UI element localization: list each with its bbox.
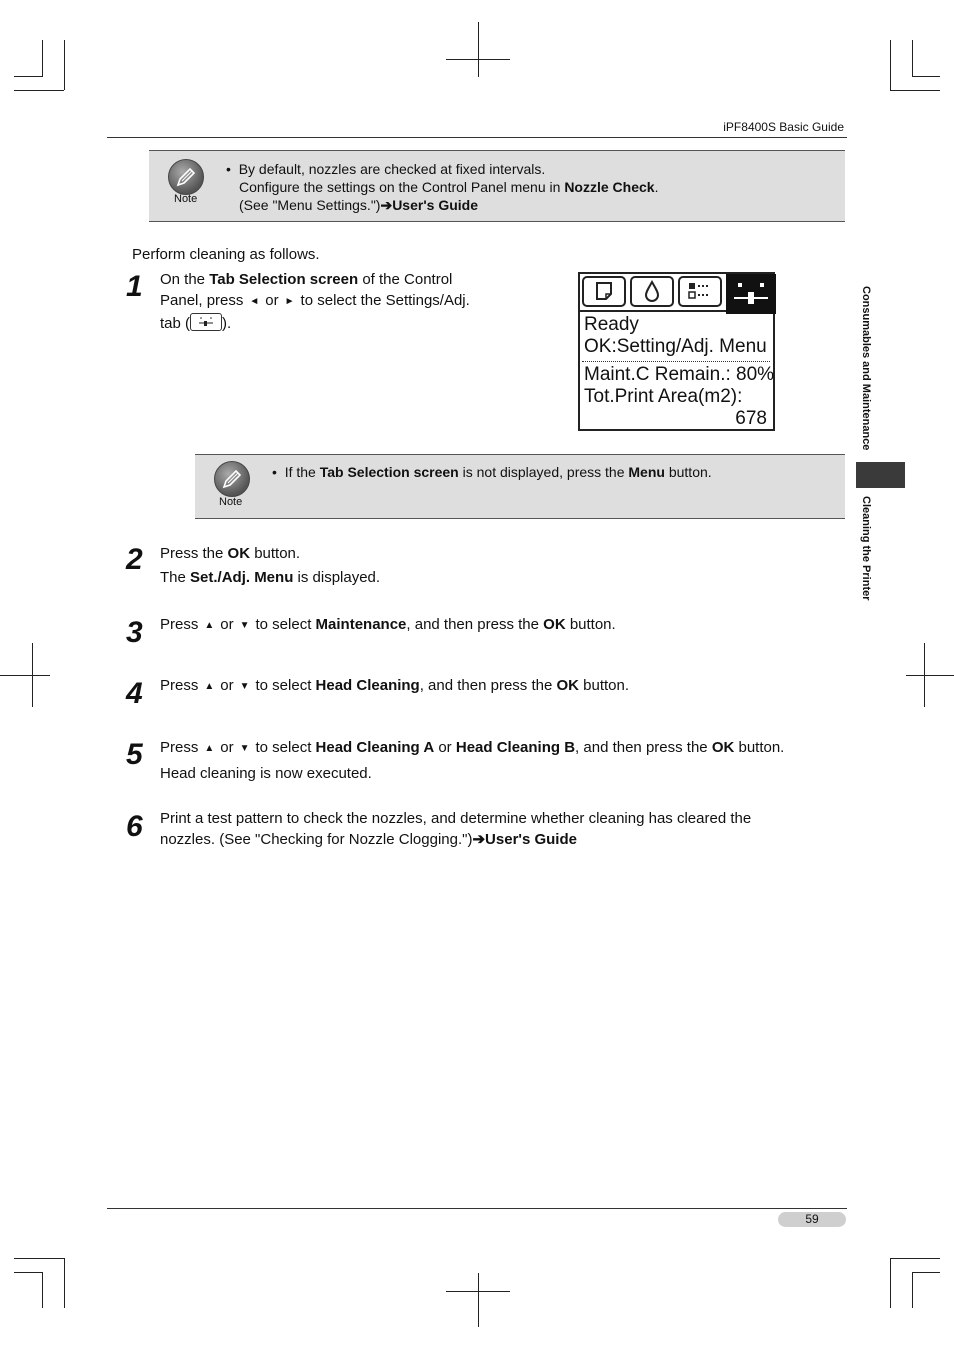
- up-arrow-icon: ▲: [204, 681, 215, 692]
- pencil-icon: [214, 461, 250, 497]
- step-number: 4: [126, 677, 143, 710]
- up-arrow-icon: ▲: [204, 620, 215, 631]
- side-section-label: Cleaning the Printer: [860, 496, 872, 601]
- lcd-print-area-label: Tot.Print Area(m2):: [584, 386, 743, 407]
- step-number: 1: [126, 270, 143, 303]
- down-arrow-icon: ▼: [239, 743, 250, 754]
- lcd-tab-bar: [580, 274, 773, 312]
- settings-tab-icon: [190, 313, 222, 331]
- left-arrow-icon: ◄: [249, 296, 260, 307]
- side-tab-marker: [856, 462, 905, 488]
- lcd-status: Ready: [584, 314, 639, 335]
- page-number: 59: [778, 1212, 846, 1227]
- job-tab-icon: [678, 276, 722, 307]
- lcd-print-area-value: 678: [735, 408, 767, 429]
- step-4-text: Press ▲ or ▼ to select Head Cleaning, and then press the OK button.: [160, 677, 630, 694]
- step-2-text: Press the OK button. The Set./Adj. Menu is displayed.: [160, 545, 381, 586]
- side-chapter-label: Consumables and Maintenance: [860, 286, 872, 451]
- step-6-text: Print a test pattern to check the nozzles, and determine whether cleaning has cleared the nozzles. (See "Checking for Nozzle Clogging.")➔User's Guide: [160, 810, 752, 848]
- pencil-icon: [168, 159, 204, 195]
- footer-rule: [107, 1208, 847, 1209]
- note-label: Note: [219, 496, 243, 508]
- note-text: • If the Tab Selection screen is not displayed, press the Menu button.: [272, 464, 712, 480]
- step-3-text: Press ▲ or ▼ to select Maintenance, and then press the OK button.: [160, 616, 616, 633]
- guide-title: iPF8400S Basic Guide: [723, 120, 844, 134]
- header-rule: [107, 137, 847, 138]
- lcd-maint-remain: Maint.C Remain.: 80%: [584, 364, 775, 385]
- note-box: [149, 150, 845, 222]
- step-number: 2: [126, 543, 143, 576]
- note-text: • By default, nozzles are checked at fixed intervals. Configure the settings on the Control Panel menu in Nozzle Check. (See "Menu Settings.")➔User's Guide: [226, 161, 659, 213]
- control-panel-display: [578, 272, 775, 431]
- step-number: 3: [126, 616, 143, 649]
- right-arrow-icon: ►: [284, 296, 295, 307]
- step-5-text: Press ▲ or ▼ to select Head Cleaning A or Head Cleaning B, and then press the OK button. Head cleaning is now executed.: [160, 739, 785, 782]
- settings-adj-tab-icon: [726, 274, 776, 314]
- step-1-text: On the Tab Selection screen of the Control Panel, press ◄ or ► to select the Settings/Adj. tab ( ).: [160, 271, 470, 332]
- ink-tab-icon: [630, 276, 674, 307]
- down-arrow-icon: ▼: [239, 620, 250, 631]
- users-guide-link[interactable]: User's Guide: [392, 197, 478, 213]
- step-number: 5: [126, 738, 143, 771]
- intro-text: Perform cleaning as follows.: [132, 246, 320, 263]
- step-number: 6: [126, 810, 143, 843]
- up-arrow-icon: ▲: [204, 743, 215, 754]
- paper-tab-icon: [582, 276, 626, 307]
- note-label: Note: [174, 193, 198, 205]
- users-guide-link[interactable]: User's Guide: [485, 831, 577, 848]
- down-arrow-icon: ▼: [239, 681, 250, 692]
- lcd-menu-hint: OK:Setting/Adj. Menu: [584, 336, 767, 357]
- note-box: [195, 454, 845, 519]
- lcd-divider: [582, 361, 770, 362]
